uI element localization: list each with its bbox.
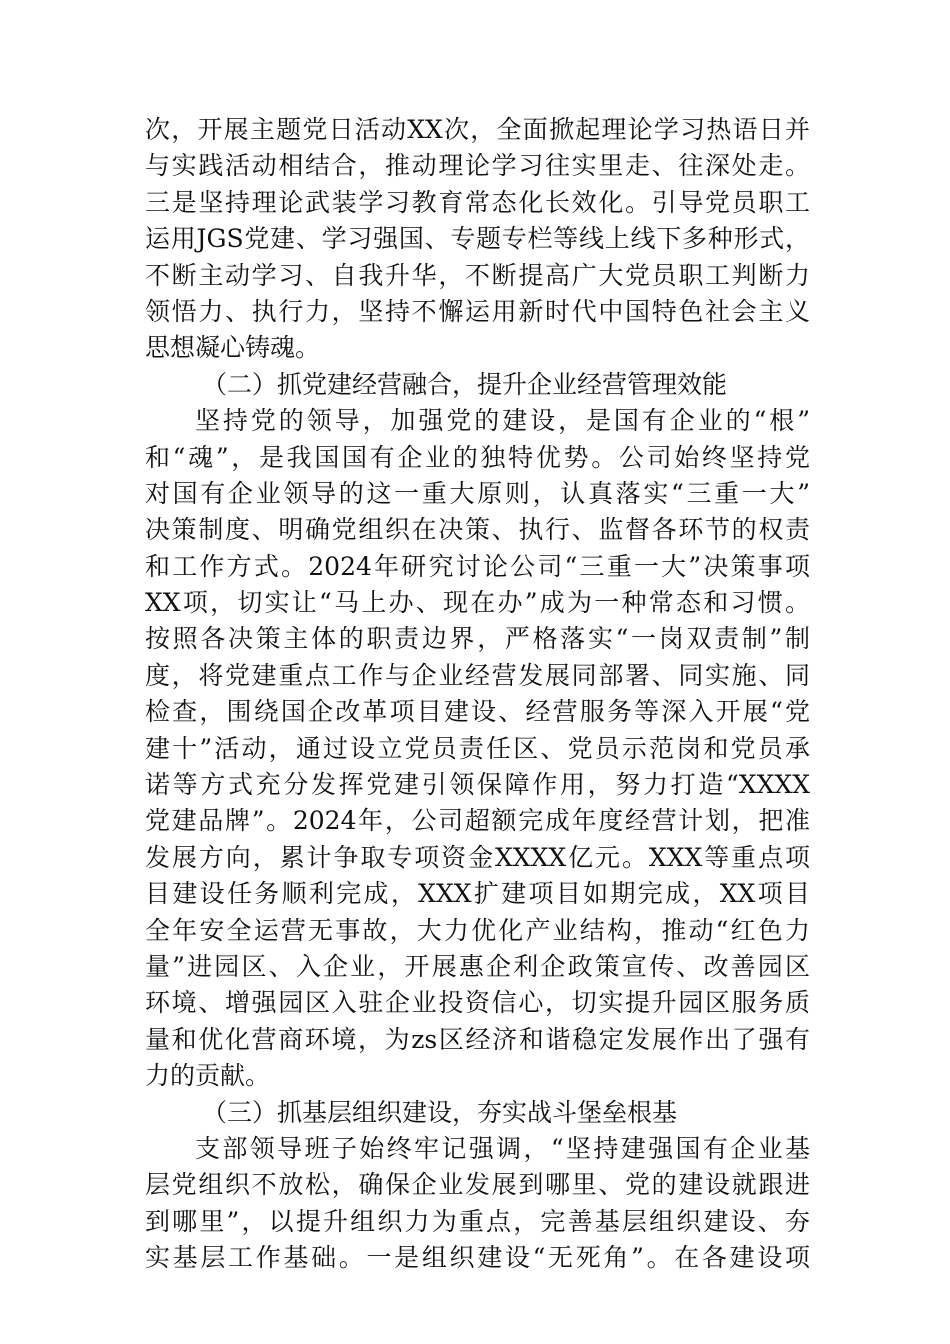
section-heading: （二）抓党建经营融合，提升企业经营管理效能 — [202, 369, 728, 399]
text-line: 党建品牌”。2024年，公司超额完成年度经营计划，把准 — [145, 806, 810, 836]
text-line: 思想凝心铸魂。 — [145, 333, 321, 363]
text-line: 和工作方式。2024年研究讨论公司“三重一大”决策事项 — [145, 551, 810, 581]
text-line: 层党组织不放松，确保企业发展到哪里、党的建设就跟进 — [145, 1170, 810, 1200]
text-line: 建十”活动，通过设立党员责任区、党员示范岗和党员承 — [145, 733, 810, 763]
text-line: XX项，切实让“马上办、现在办”成为一种常态和习惯。 — [145, 588, 810, 618]
text-line: 三是坚持理论武装学习教育常态化长效化。引导党员职工 — [145, 187, 810, 217]
text-line: 诺等方式充分发挥党建引领保障作用，努力打造“XXXX — [145, 770, 810, 800]
text-line: 目建设任务顺利完成，XXX扩建项目如期完成，XX项目 — [145, 879, 810, 909]
text-line: 对国有企业领导的这一重大原则，认真落实“三重一大” — [145, 478, 810, 508]
text-line: 与实践活动相结合，推动理论学习往实里走、往深处走。 — [145, 151, 810, 181]
text-line: 按照各决策主体的职责边界，严格落实“一岗双责制”制 — [145, 624, 810, 654]
paragraph-first-line: 坚持党的领导，加强党的建设，是国有企业的“根” — [195, 406, 810, 436]
text-line: 检查，围绕国企改革项目建设、经营服务等深入开展“党 — [145, 697, 810, 727]
text-line: 量”进园区、入企业，开展惠企利企政策宣传、改善园区 — [145, 951, 810, 981]
text-line: 不断主动学习、自我升华，不断提高广大党员职工判断力 — [145, 260, 810, 290]
text-line: 到哪里”，以提升组织力为重点，完善基层组织建设、夯 — [145, 1206, 810, 1236]
section-heading: （三）抓基层组织建设，夯实战斗堡垒根基 — [202, 1097, 678, 1127]
text-line: 环境、增强园区入驻企业投资信心，切实提升园区服务质 — [145, 988, 810, 1018]
paragraph-first-line: 支部领导班子始终牢记强调，“坚持建强国有企业基 — [195, 1133, 810, 1163]
text-line: 量和优化营商环境，为zs区经济和谐稳定发展作出了强有 — [145, 1024, 810, 1054]
text-line: 实基层工作基础。一是组织建设“无死角”。在各建设项 — [145, 1243, 810, 1273]
text-line: 次，开展主题党日活动XX次，全面掀起理论学习热语日并 — [145, 115, 810, 144]
text-line: 发展方向，累计争取专项资金XXXX亿元。XXX等重点项 — [145, 842, 810, 872]
text-line: 全年安全运营无事故，大力优化产业结构，推动“红色力 — [145, 915, 810, 945]
text-line: 领悟力、执行力，坚持不懈运用新时代中国特色社会主义 — [145, 296, 810, 326]
text-line: 运用JGS党建、学习强国、专题专栏等线上线下多种形式， — [145, 224, 810, 254]
text-line: 决策制度、明确党组织在决策、执行、监督各环节的权责 — [145, 515, 810, 545]
text-line: 和“魂”，是我国国有企业的独特优势。公司始终坚持党 — [145, 442, 810, 472]
document-body — [145, 112, 810, 1277]
text-line: 度，将党建重点工作与企业经营发展同部署、同实施、同 — [145, 660, 810, 690]
text-line: 力的贡献。 — [145, 1061, 271, 1091]
